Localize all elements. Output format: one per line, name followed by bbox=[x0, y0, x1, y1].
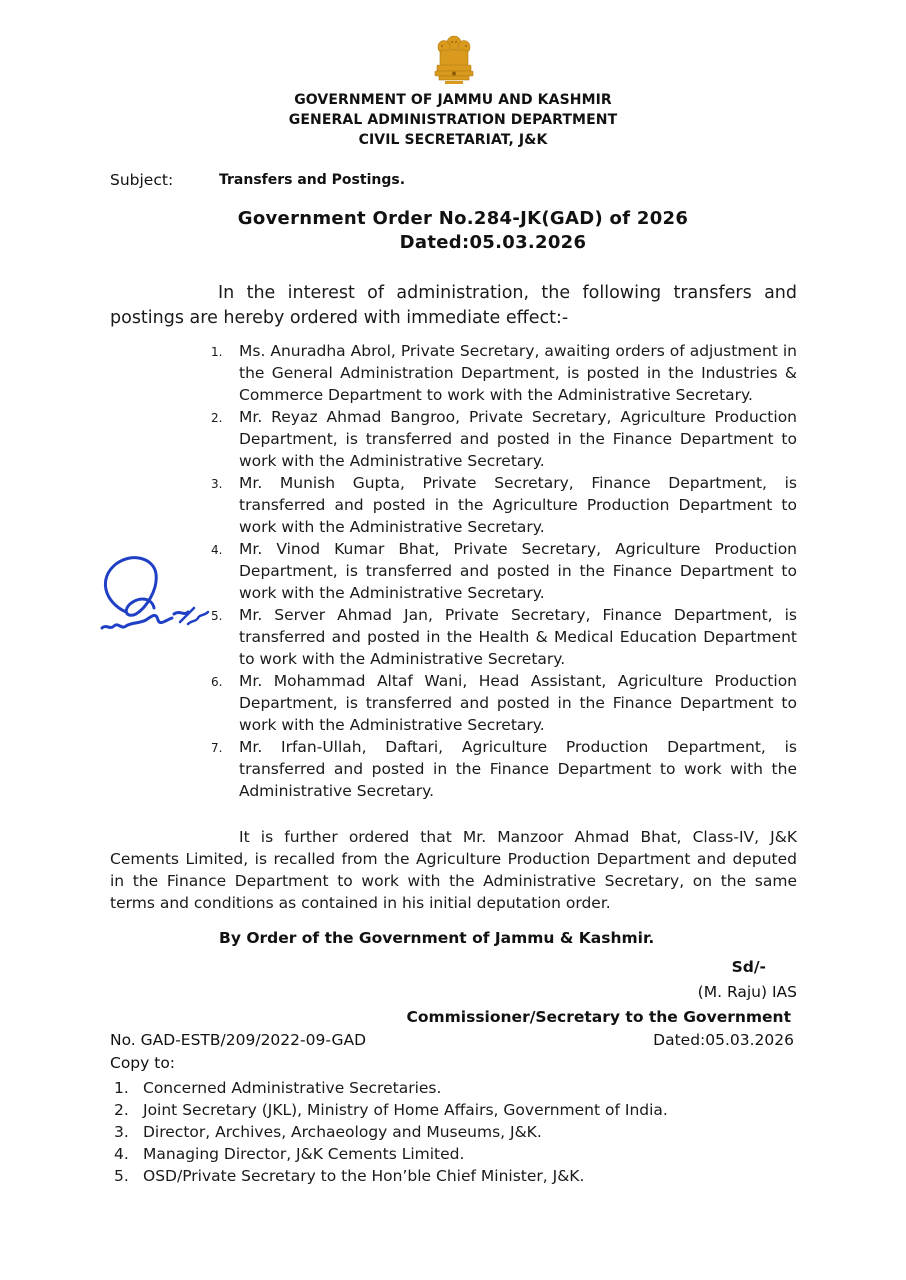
reference-date: Dated:05.03.2026 bbox=[653, 1031, 794, 1049]
list-item-number: 5. bbox=[211, 609, 223, 623]
signatory-name: (M. Raju) IAS bbox=[697, 983, 797, 1001]
list-item-number: 1. bbox=[211, 345, 223, 359]
copy-to-list bbox=[110, 1077, 668, 1187]
list-item-number: 5. bbox=[114, 1167, 129, 1185]
list-item bbox=[205, 736, 797, 802]
list-item bbox=[110, 1121, 668, 1143]
order-dated: Dated:05.03.2026 bbox=[399, 232, 587, 253]
list-item-number: 3. bbox=[114, 1123, 129, 1141]
list-item-text: Concerned Administrative Secretaries. bbox=[143, 1079, 442, 1097]
subject-text: Transfers and Postings. bbox=[219, 172, 406, 188]
list-item-text: Mr. Munish Gupta, Private Secretary, Finance Department, is transferred and posted in the Agriculture Production Department to work with the Administrative Secretary. bbox=[239, 474, 797, 536]
handwritten-signature bbox=[96, 550, 216, 642]
order-title: Government Order No.284-JK(GAD) of 2026 bbox=[237, 208, 689, 229]
header-government: GOVERNMENT OF JAMMU AND KASHMIR bbox=[294, 92, 612, 108]
list-item-number: 1. bbox=[114, 1079, 129, 1097]
list-item-number: 3. bbox=[211, 477, 223, 491]
list-item bbox=[110, 1077, 668, 1099]
list-item bbox=[205, 340, 797, 406]
list-item bbox=[110, 1165, 668, 1187]
list-item-text: Mr. Irfan-Ullah, Daftari, Agriculture Production Department, is transferred and posted in the Finance Department to work with the Administrative Secretary. bbox=[239, 738, 797, 800]
list-item bbox=[110, 1143, 668, 1165]
list-item-number: 4. bbox=[211, 543, 223, 557]
list-item-text: Joint Secretary (JKL), Ministry of Home Affairs, Government of India. bbox=[143, 1101, 668, 1119]
list-item-text: Mr. Vinod Kumar Bhat, Private Secretary, Agriculture Production Department, is transferred and posted in the Finance Department to work with the Administrative Secretary. bbox=[239, 540, 797, 602]
list-item-text: Managing Director, J&K Cements Limited. bbox=[143, 1145, 465, 1163]
list-item-text: Director, Archives, Archaeology and Museums, J&K. bbox=[143, 1123, 542, 1141]
list-item-number: 4. bbox=[114, 1145, 129, 1163]
state-emblem-icon bbox=[431, 34, 477, 86]
list-item bbox=[205, 538, 797, 604]
signed-marker: Sd/- bbox=[731, 958, 766, 976]
list-item bbox=[205, 670, 797, 736]
list-item-text: OSD/Private Secretary to the Hon’ble Chief Minister, J&K. bbox=[143, 1167, 585, 1185]
list-item-text: Ms. Anuradha Abrol, Private Secretary, awaiting orders of adjustment in the General Administration Department, is posted in the Industries & Commerce Department to work with the Administrative Secretary. bbox=[239, 342, 797, 404]
list-item bbox=[110, 1099, 668, 1121]
signatory-designation: Commissioner/Secretary to the Government bbox=[406, 1008, 791, 1026]
subject-label: Subject: bbox=[110, 171, 174, 189]
list-item bbox=[205, 472, 797, 538]
transfer-orders-list bbox=[205, 340, 797, 802]
list-item-text: Mr. Mohammad Altaf Wani, Head Assistant, Agriculture Production Department, is transferred and posted in the Finance Department to work with the Administrative Secretary. bbox=[239, 672, 797, 734]
list-item-text: Mr. Reyaz Ahmad Bangroo, Private Secretary, Agriculture Production Department, is transferred and posted in the Finance Department to work with the Administrative Secretary. bbox=[239, 408, 797, 470]
list-item-number: 7. bbox=[211, 741, 223, 755]
intro-paragraph: In the interest of administration, the following transfers and postings are hereby ordered with immediate effect:- bbox=[110, 283, 797, 328]
list-item bbox=[205, 406, 797, 472]
by-order-line: By Order of the Government of Jammu & Kashmir. bbox=[219, 929, 655, 947]
further-order-paragraph: It is further ordered that Mr. Manzoor Ahmad Bhat, Class-IV, J&K Cements Limited, is recalled from the Agriculture Production Department and deputed in the Finance Department to work with the Administrative Secretary, on the same terms and conditions as contained in his initial deputation order. bbox=[110, 828, 797, 912]
list-item bbox=[205, 604, 797, 670]
header-secretariat: CIVIL SECRETARIAT, J&K bbox=[358, 132, 548, 148]
list-item-number: 2. bbox=[114, 1101, 129, 1119]
reference-number: No. GAD-ESTB/209/2022-09-GAD bbox=[110, 1031, 367, 1049]
copy-to-label: Copy to: bbox=[110, 1054, 176, 1072]
list-item-number: 2. bbox=[211, 411, 223, 425]
list-item-number: 6. bbox=[211, 675, 223, 689]
header-department: GENERAL ADMINISTRATION DEPARTMENT bbox=[288, 112, 618, 128]
list-item-text: Mr. Server Ahmad Jan, Private Secretary, Finance Department, is transferred and posted in the Health & Medical Education Department to work with the Administrative Secretary. bbox=[239, 606, 797, 668]
